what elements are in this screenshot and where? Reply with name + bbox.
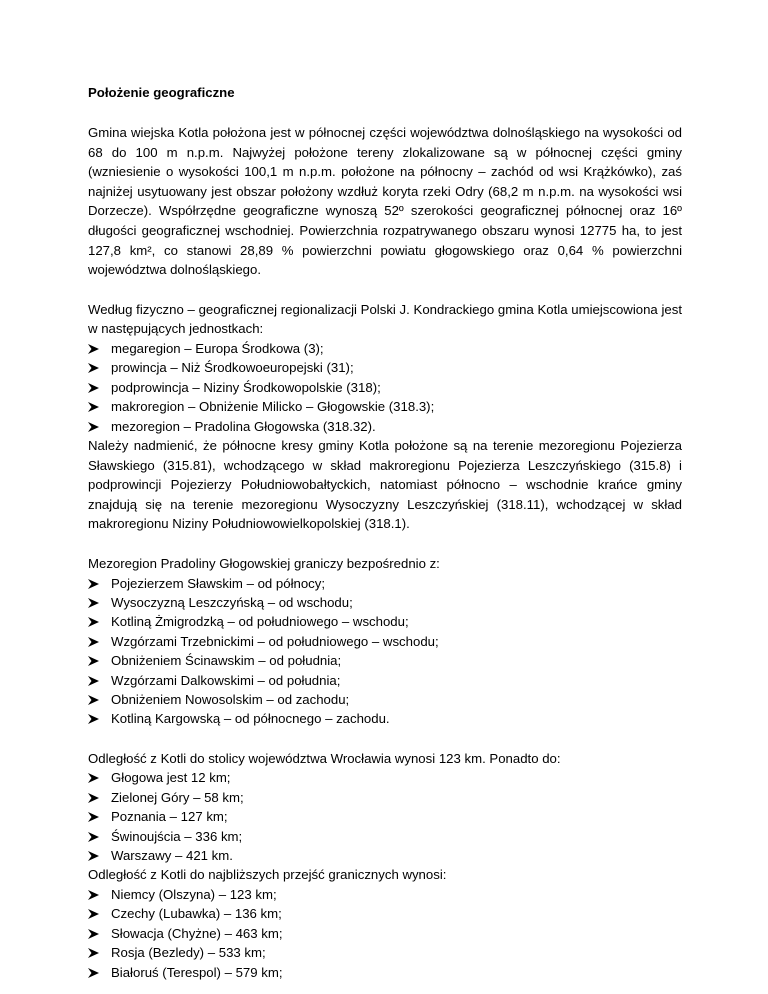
list-item	[88, 885, 682, 904]
list-item	[88, 671, 682, 690]
arrow-bullet-icon	[88, 339, 102, 354]
borders-list	[88, 574, 682, 729]
arrow-bullet-icon	[88, 358, 102, 373]
paragraph-distances-intro: Odległość z Kotli do stolicy województwa Wrocławia wynosi 123 km. Ponadto do:	[88, 750, 561, 766]
list-item	[88, 846, 682, 865]
list-item-text: Rosja (Bezledy) – 533 km;	[111, 945, 266, 961]
list-item-text: Zielonej Góry – 58 km;	[111, 789, 244, 805]
arrow-bullet-icon	[88, 885, 102, 900]
list-item-text: Czechy (Lubawka) – 136 km;	[111, 906, 282, 922]
list-item-text: Wzgórzami Dalkowskimi – od południa;	[111, 672, 341, 688]
arrow-bullet-icon	[88, 846, 102, 861]
list-item	[88, 709, 682, 728]
list-item	[88, 339, 682, 358]
arrow-bullet-icon	[88, 709, 102, 724]
arrow-bullet-icon	[88, 651, 102, 666]
list-item	[88, 651, 682, 670]
paragraph-border-crossings-intro: Odległość z Kotli do najbliższych przejść granicznych wynosi:	[88, 867, 447, 883]
arrow-bullet-icon	[88, 904, 102, 919]
arrow-bullet-icon	[88, 827, 102, 842]
list-item-text: Białoruś (Terespol) – 579 km;	[111, 964, 283, 980]
list-item-text: Wysoczyzną Leszczyńską – od wschodu;	[111, 594, 353, 610]
border-crossings-list	[88, 885, 682, 982]
arrow-bullet-icon	[88, 397, 102, 412]
arrow-bullet-icon	[88, 963, 102, 978]
list-item-text: Słowacja (Chyżne) – 463 km;	[111, 925, 283, 941]
list-item-text: Świnoujścia – 336 km;	[111, 828, 243, 844]
regionalization-list	[88, 339, 682, 436]
list-item	[88, 943, 682, 962]
list-item-text: prowincja – Niż Środkowoeuropejski (31);	[111, 360, 354, 376]
arrow-bullet-icon	[88, 788, 102, 803]
arrow-bullet-icon	[88, 807, 102, 822]
paragraph-borders-intro: Mezoregion Pradoliny Głogowskiej graniczy bezpośrednio z:	[88, 555, 440, 571]
spacer	[88, 280, 682, 300]
arrow-bullet-icon	[88, 593, 102, 608]
list-item-text: Niemcy (Olszyna) – 123 km;	[111, 887, 277, 902]
list-item-text: Wzgórzami Trzebnickimi – od południowego – wschodu;	[111, 633, 439, 649]
list-item	[88, 612, 682, 631]
arrow-bullet-icon	[88, 671, 102, 686]
arrow-bullet-icon	[88, 417, 102, 432]
arrow-bullet-icon	[88, 690, 102, 705]
list-item-text: Pojezierzem Sławskim – od północy;	[111, 575, 326, 591]
list-item	[88, 963, 682, 982]
list-item	[88, 574, 682, 593]
list-item-text: Warszawy – 421 km.	[111, 848, 233, 863]
distances-list	[88, 768, 682, 865]
spacer	[88, 729, 682, 749]
list-item	[88, 358, 682, 377]
list-item	[88, 632, 682, 651]
section-heading: Położenie geograficzne	[88, 85, 235, 100]
list-item-text: podprowincja – Niziny Środkowopolskie (318);	[111, 379, 381, 395]
list-item-text: makroregion – Obniżenie Milicko – Głogowskie (318.3);	[111, 399, 435, 415]
spacer	[88, 534, 682, 554]
list-item-text: megaregion – Europa Środkowa (3);	[111, 340, 324, 356]
list-item	[88, 768, 682, 787]
paragraph-location: Gmina wiejska Kotla położona jest w północnej części województwa dolnośląskiego na wysokości od 68 do 100 m n.p.m. Najwyżej położone tereny zlokalizowane są w północnej części gminy (wzniesienie o wysokości 100,1 m n.p.m. położone na północny – zachód od wsi Krążkówko), zaś najniżej usytuowany jest obszar położony wzdłuż koryta rzeki Odry (68,2 m n.p.m. na wysokości wsi Dorzecze). Współrzędne geograficzne wynoszą 52º szerokości geograficznej północnej oraz 16º długości geograficznej wschodniej. Powierzchnia rozpatrywanego obszaru wynosi 12775 ha, to jest 127,8 km², co stanowi 28,89 % powierzchni powiatu głogowskiego oraz 0,64 % powierzchni województwa dolnośląskiego.	[88, 125, 682, 278]
list-item	[88, 593, 682, 612]
list-item-text: Poznania – 127 km;	[111, 809, 228, 825]
list-item	[88, 827, 682, 846]
document-page	[88, 83, 682, 982]
list-item	[88, 788, 682, 807]
arrow-bullet-icon	[88, 768, 102, 783]
list-item	[88, 417, 682, 436]
list-item	[88, 397, 682, 416]
list-item	[88, 924, 682, 943]
list-item-text: Obniżeniem Nowosolskim – od zachodu;	[111, 691, 350, 707]
list-item-text: Kotliną Kargowską – od północnego – zachodu.	[111, 711, 390, 727]
list-item-text: Obniżeniem Ścinawskim – od południa;	[111, 653, 342, 669]
paragraph-regionalization-note: Należy nadmienić, że północne kresy gminy Kotla położone są na terenie mezoregionu Pojezierza Sławskiego (315.81), wchodzącego w skład makroregionu Pojezierza Leszczyńskiego (315.8) i podprowincji Pojezierzy Południowobałtyckich, natomiast północno – wschodnie krańce gminy znajdują się na terenie mezoregionu Wysoczyzny Leszczyńskiej (318.11), wchodzącej w skład makroregionu Niziny Południowowielkopolskiej (318.1).	[88, 437, 682, 532]
list-item-text: Kotliną Żmigrodzką – od południowego – wschodu;	[111, 614, 409, 630]
list-item	[88, 807, 682, 826]
list-item-text: Głogowa jest 12 km;	[111, 770, 231, 786]
list-item	[88, 904, 682, 923]
arrow-bullet-icon	[88, 943, 102, 958]
list-item-text: mezoregion – Pradolina Głogowska (318.32).	[111, 418, 376, 434]
arrow-bullet-icon	[88, 924, 102, 939]
paragraph-regionalization-intro: Według fizyczno – geograficznej regionalizacji Polski J. Kondrackiego gmina Kotla umiejscowiona jest w następujących jednostkach:	[88, 301, 682, 337]
arrow-bullet-icon	[88, 574, 102, 589]
list-item	[88, 690, 682, 709]
arrow-bullet-icon	[88, 378, 102, 393]
arrow-bullet-icon	[88, 612, 102, 627]
arrow-bullet-icon	[88, 632, 102, 647]
list-item	[88, 378, 682, 397]
